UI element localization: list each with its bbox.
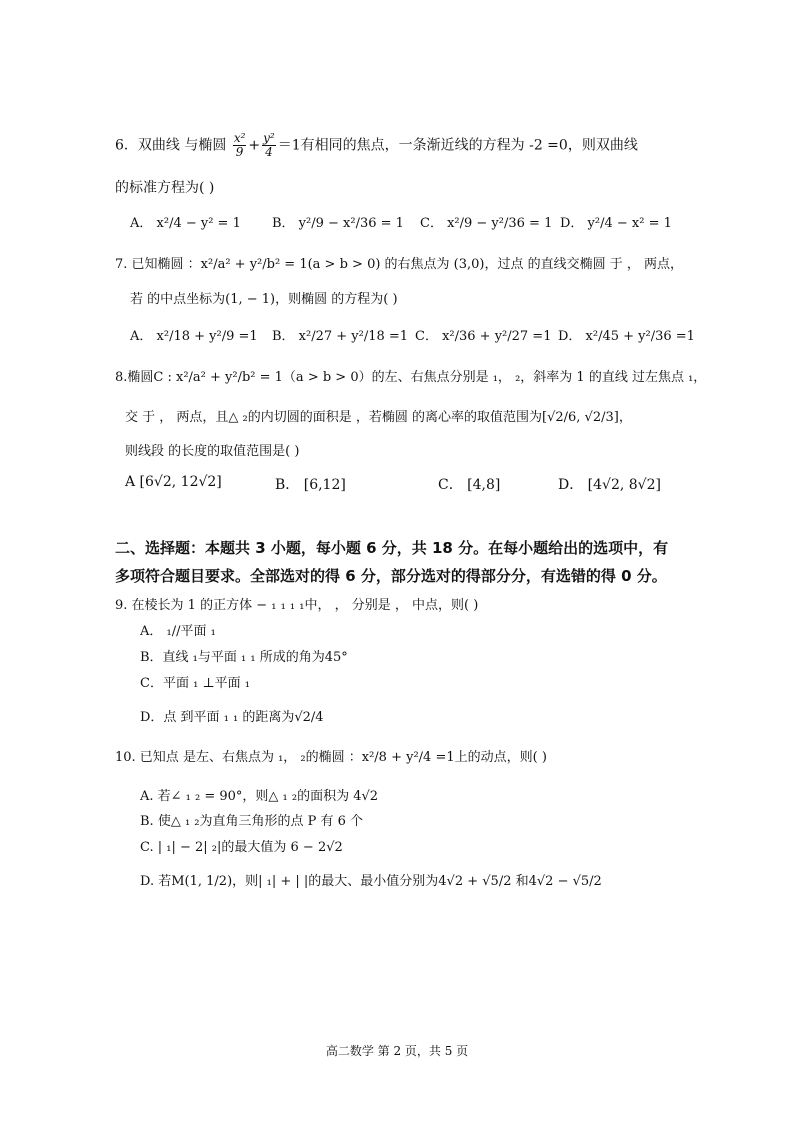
q6-option-d: D． y²/4 − x² = 1 — [560, 216, 672, 231]
q7-option-c: C． x²/36 + y²/27 =1 — [415, 329, 552, 344]
q8-stem-line2: 交 于 ， 两点，且△ ₂的内切圆的面积是 ，若椭圆 的离心率的取值范围为[√2/6, √2/3]， — [125, 410, 632, 425]
q10-option-c: C. | ₁| − 2| ₂|的最大值为 6 − 2√2 — [140, 840, 343, 855]
q7-option-a: A． x²/18 + y²/9 =1 — [130, 329, 258, 344]
q8-option-d: D． [4√2, 8√2] — [558, 477, 661, 493]
q6-stem-line2: 的标准方程为( ) — [115, 180, 215, 196]
q7-stem-line2: 若 的中点坐标为(1, − 1)，则椭圆 的方程为( ) — [130, 292, 398, 307]
q10-option-d: D. 若M(1, 1/2)，则| ₁| + | |的最大、最小值分别为4√2 + √5/2 和4√2 − √5/2 — [140, 874, 602, 889]
q8-stem-line3: 则线段 的长度的取值范围是( ) — [125, 444, 300, 459]
q6-stem-line1: 6．双曲线 与椭圆 $\frac{\text{x²}}{9}$ + $\frac{\text{y²}}{4}$ ＝1有相同的焦点，一条渐近线的方程为 -2 =0，则双曲线 — [115, 131, 638, 159]
q9-option-a: A． ₁//平面 ₁ — [140, 624, 216, 639]
q7-option-d: D． x²/45 + y²/36 =1 — [558, 329, 695, 344]
q7-stem-line1: 7. 已知椭圆 ：x²/a² + y²/b² = 1(a > b > 0) 的右焦点为 (3,0)，过点 的直线交椭圆 于 ， 两点， — [115, 257, 684, 272]
q8-option-c: C． [4,8] — [438, 477, 501, 493]
q8-option-a: A [6√2, 12√2] — [125, 474, 222, 490]
q8-option-b: B． [6,12] — [275, 477, 346, 493]
q8-stem-line1: 8.椭圆C : x²/a² + y²/b² = 1（a > b > 0）的左、右焦点分别是 ₁， ₂，斜率为 1 的直线 过左焦点 ₁， — [115, 370, 707, 385]
q7-option-b: B． x²/27 + y²/18 =1 — [272, 329, 409, 344]
q6-option-c: C． x²/9 − y²/36 = 1 — [420, 216, 553, 231]
q9-option-c: C．平面 ₁ ⊥平面 ₁ — [140, 676, 250, 691]
q9-option-d: D．点 到平面 ₁ ₁ 的距离为√2/4 — [140, 710, 324, 725]
q6-option-b: B． y²/9 − x²/36 = 1 — [272, 216, 404, 231]
page-footer: 高二数学 第 2 页，共 5 页 — [325, 1044, 469, 1058]
ellipse-frac-x: $\frac{\text{x²}}{9}$ — [233, 131, 246, 159]
section2-header-line2: 多项符合题目要求。全部选对的得 6 分，部分选对的得部分分，有选错的得 0 分。 — [115, 567, 667, 585]
q9-option-b: B．直线 ₁与平面 ₁ ₁ 所成的角为45° — [140, 650, 348, 665]
q6-option-a: A． x²/4 − y² = 1 — [130, 216, 241, 231]
q10-option-a: A. 若∠ ₁ ₂ = 90°，则△ ₁ ₂的面积为 4√2 — [140, 789, 379, 804]
section2-header-line1: 二、选择题：本题共 3 小题，每小题 6 分，共 18 分。在每小题给出的选项中，有 — [115, 539, 669, 557]
q10-stem: 10. 已知点 是左、右焦点为 ₁， ₂的椭圆 ：x²/8 + y²/4 =1上的动点，则( ) — [115, 750, 547, 765]
q10-option-b: B. 使△ ₁ ₂为直角三角形的点 P 有 6 个 — [140, 814, 364, 829]
q9-stem: 9. 在棱长为 1 的正方体 − ₁ ₁ ₁ ₁中， ， 分别是 ， 中点，则( ) — [115, 598, 479, 613]
ellipse-frac-y: $\frac{\text{y²}}{4}$ — [263, 131, 275, 159]
